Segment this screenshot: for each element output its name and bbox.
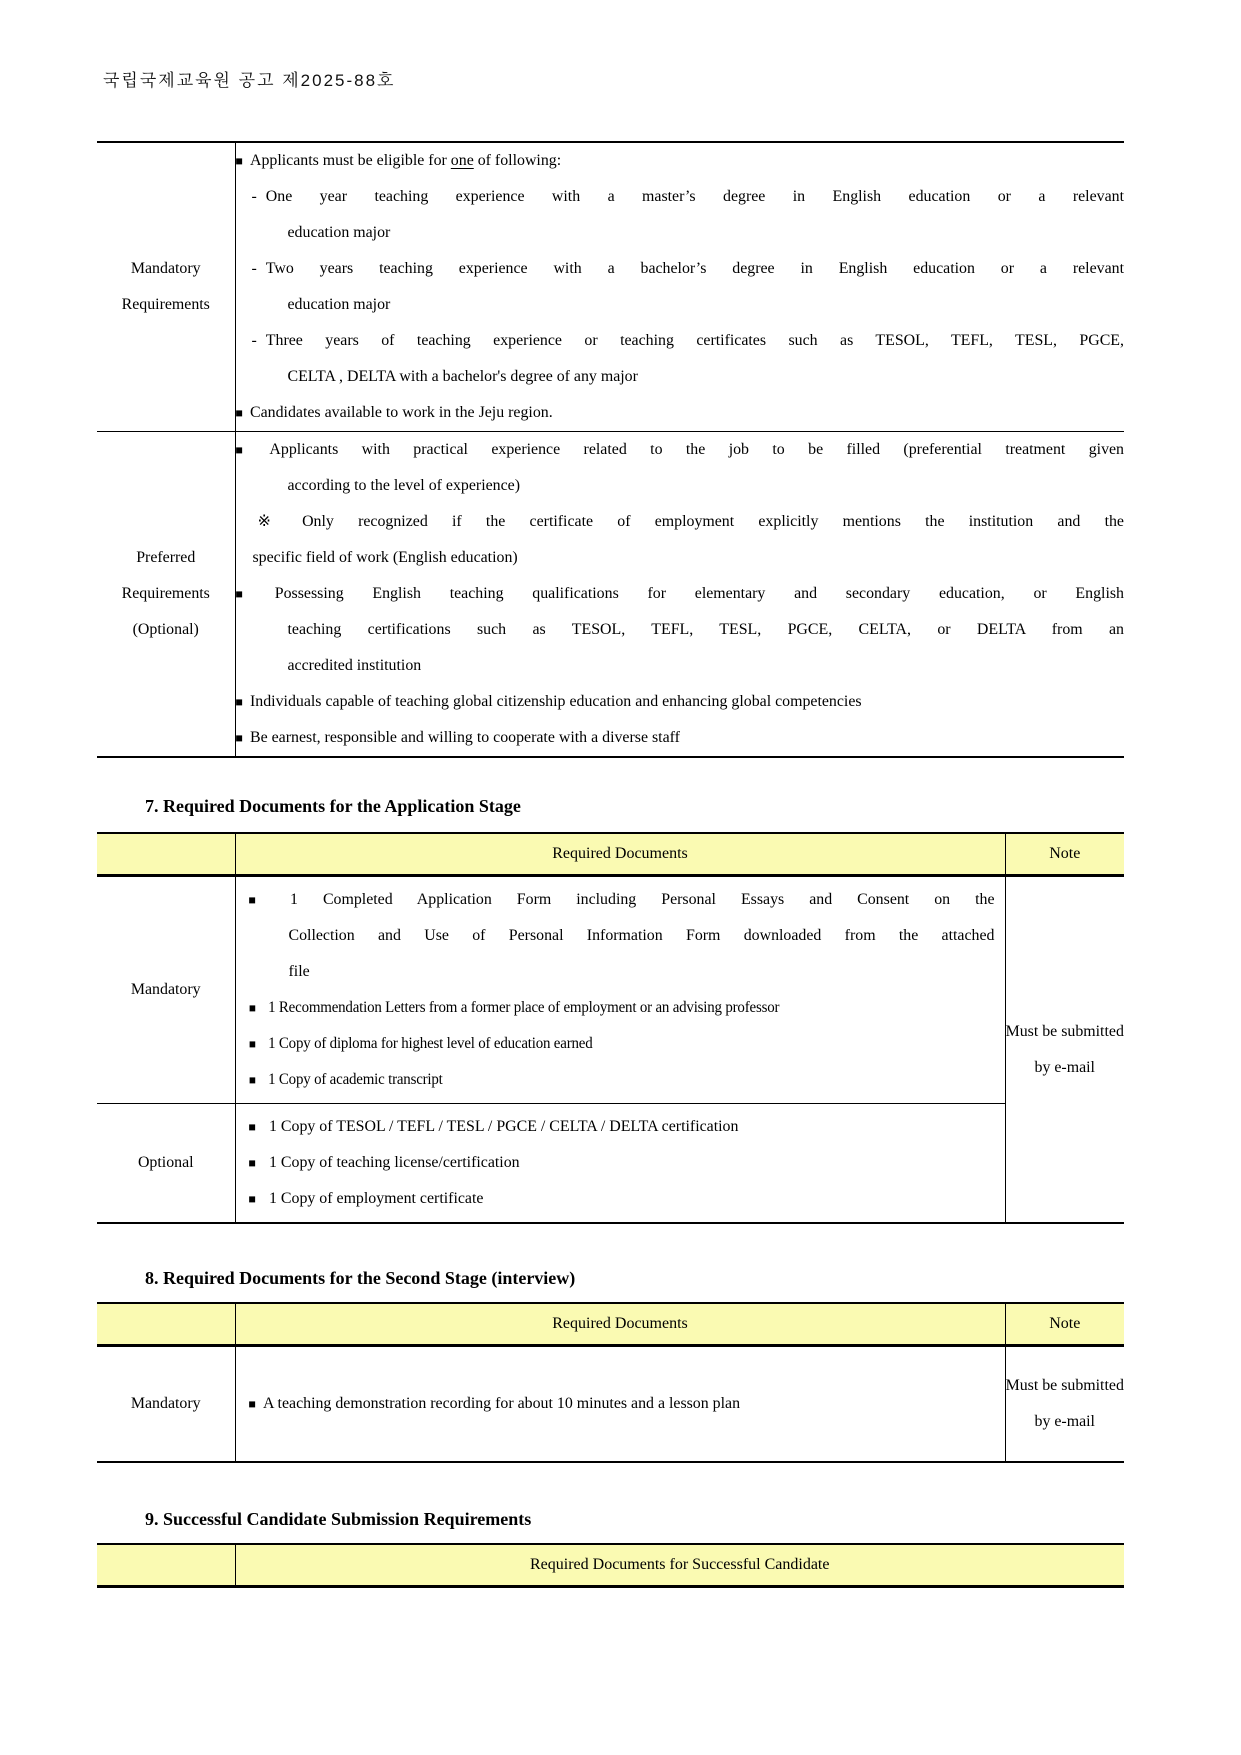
label-line: Mandatory (130, 981, 201, 998)
label-line: (Optional) (132, 621, 199, 638)
interview-documents-list (235, 1346, 1005, 1462)
text-line: ■ 1 Completed Application Form including Personal Essays and Consent on the (248, 891, 995, 908)
successful-candidate-column-header: Required Documents for Successful Candidate (235, 1544, 1124, 1587)
optional-documents-list (235, 1104, 1005, 1224)
text-line: according to the level of experience) (287, 477, 521, 494)
announcement-number: 국립국제교육원 공고 제2025-88호 (103, 71, 396, 90)
list-item (236, 576, 1125, 684)
text-line: ■ 1 Recommendation Letters from a former place of employment or an advising professor (248, 999, 779, 1016)
preferred-requirements-list (235, 432, 1124, 758)
text-line: Collection and Use of Personal Information Form downloaded from the attached (288, 927, 995, 944)
list-item (249, 1386, 995, 1422)
text-line: - Two years teaching experience with a bachelor’s degree in English education or a relevant (251, 260, 1124, 277)
list-item (249, 1026, 995, 1062)
dash-marker: - (251, 260, 257, 277)
successful-candidate-table (97, 1543, 1124, 1588)
square-bullet-marker: ■ (235, 587, 268, 601)
row-label-mandatory (97, 876, 235, 1104)
note-cell: Must be submitted by e-mail (1005, 1346, 1124, 1462)
text-segment: Applicants must be eligible for (249, 152, 451, 169)
text-line: specific field of work (English education) (252, 549, 518, 566)
list-item (249, 1062, 995, 1098)
text-line: ■ 1 Copy of academic transcript (248, 1071, 443, 1088)
square-bullet-marker: ■ (248, 1073, 256, 1087)
interview-documents-table (97, 1302, 1124, 1463)
list-item (249, 1145, 995, 1181)
square-bullet-marker: ■ (248, 1001, 256, 1015)
header-empty-cell (97, 1303, 235, 1346)
text-line: teaching certifications such as TESOL, TEFL, TESL, PGCE, CELTA, or DELTA from an (287, 621, 1124, 638)
text-line: education major (287, 296, 391, 313)
reference-mark-icon: ※ (257, 513, 292, 530)
dash-marker: - (251, 188, 257, 205)
mandatory-requirements-list (235, 142, 1124, 432)
section-9-heading: 9. Successful Candidate Submission Requirements (145, 1508, 532, 1529)
list-item (236, 720, 1125, 756)
label-line: Requirements (121, 296, 210, 313)
square-bullet-marker: ■ (235, 443, 263, 457)
list-item (249, 990, 995, 1026)
label-line: Mandatory (130, 260, 201, 277)
text-line: - One year teaching experience with a master’s degree in English education or a relevant (251, 188, 1124, 205)
list-item (249, 1109, 995, 1145)
text-line: education major (287, 224, 391, 241)
text-line: ■ Candidates available to work in the Jeju region. (235, 404, 553, 421)
list-item (236, 684, 1125, 720)
square-bullet-marker: ■ (248, 1120, 256, 1134)
list-item (236, 395, 1125, 431)
underlined-text: one (450, 152, 474, 169)
label-line: Requirements (121, 585, 210, 602)
table-header-row (97, 1544, 1124, 1587)
text-line: accredited institution (287, 657, 422, 674)
required-documents-column-header: Required Documents (235, 833, 1005, 876)
list-item (236, 251, 1125, 323)
text-line: ■ Be earnest, responsible and willing to cooperate with a diverse staff (235, 729, 680, 746)
dash-marker: - (251, 332, 257, 349)
text-line: CELTA , DELTA with a bachelor's degree of any major (287, 368, 638, 385)
list-item (236, 323, 1125, 395)
row-label-mandatory (97, 1346, 235, 1462)
square-bullet-marker: ■ (235, 731, 243, 745)
text-line: ■ Individuals capable of teaching global citizenship education and enhancing global competencies (235, 693, 862, 710)
label-line: Optional (137, 1154, 194, 1171)
preferred-requirements-row (97, 432, 1124, 758)
application-documents-table (97, 832, 1124, 1224)
text-line: ■ Possessing English teaching qualifications for elementary and secondary education, or English (235, 585, 1124, 602)
mandatory-documents-list (235, 876, 1005, 1104)
square-bullet-marker: ■ (248, 1396, 256, 1411)
section-8-heading: 8. Required Documents for the Second Stage (interview) (145, 1268, 576, 1288)
list-item (236, 432, 1125, 504)
requirements-table (97, 141, 1124, 758)
list-item (249, 882, 995, 990)
square-bullet-marker: ■ (248, 1037, 256, 1051)
list-item (236, 143, 1125, 179)
document-content (97, 141, 1124, 1588)
header-empty-cell (97, 1544, 235, 1587)
text-line: - Three years of teaching experience or teaching certificates such as TESOL, TEFL, TESL, PGCE, (251, 332, 1124, 349)
text-line: ※ Only recognized if the certificate of employment explicitly mentions the institution and the (257, 513, 1124, 530)
text-line: ■ 1 Copy of diploma for highest level of education earned (248, 1035, 592, 1052)
text-line: ■ A teaching demonstration recording for about 10 minutes and a lesson plan (248, 1394, 741, 1412)
text-line: file (288, 963, 310, 980)
mandatory-interview-row (97, 1346, 1124, 1462)
note-cell: Must be submitted by e-mail (1005, 876, 1124, 1224)
text-line: ■ 1 Copy of teaching license/certification (248, 1154, 520, 1171)
label-line: Mandatory (130, 1394, 201, 1412)
optional-documents-row (97, 1104, 1124, 1224)
text-line: ■ 1 Copy of TESOL / TEFL / TESL / PGCE / CELTA / DELTA certification (248, 1118, 739, 1135)
mandatory-requirements-row (97, 142, 1124, 432)
text-line: ■ Applicants with practical experience related to the job to be filled (preferential treatment given (235, 441, 1125, 458)
text-segment: of following: (473, 152, 562, 169)
header-empty-cell (97, 833, 235, 876)
square-bullet-marker: ■ (248, 1192, 256, 1206)
list-item (236, 179, 1125, 251)
mandatory-documents-row (97, 876, 1124, 1104)
text-line (236, 143, 1125, 179)
list-item (236, 504, 1125, 576)
section-7-heading: 7. Required Documents for the Application Stage (145, 796, 521, 816)
label-line: Preferred (136, 549, 196, 566)
row-label-preferred-requirements (97, 432, 235, 758)
square-bullet-marker: ■ (235, 695, 243, 709)
row-label-mandatory-requirements (97, 142, 235, 432)
table-header-row (97, 1303, 1124, 1346)
note-column-header: Note (1005, 833, 1124, 876)
required-documents-column-header: Required Documents (235, 1303, 1005, 1346)
square-bullet-marker: ■ (235, 154, 243, 168)
square-bullet-marker: ■ (248, 893, 278, 907)
table-header-row (97, 833, 1124, 876)
square-bullet-marker: ■ (248, 1156, 256, 1170)
list-item (249, 1181, 995, 1217)
text-line: ■ 1 Copy of employment certificate (248, 1190, 484, 1207)
note-column-header: Note (1005, 1303, 1124, 1346)
row-label-optional (97, 1104, 235, 1224)
square-bullet-marker: ■ (235, 406, 243, 420)
